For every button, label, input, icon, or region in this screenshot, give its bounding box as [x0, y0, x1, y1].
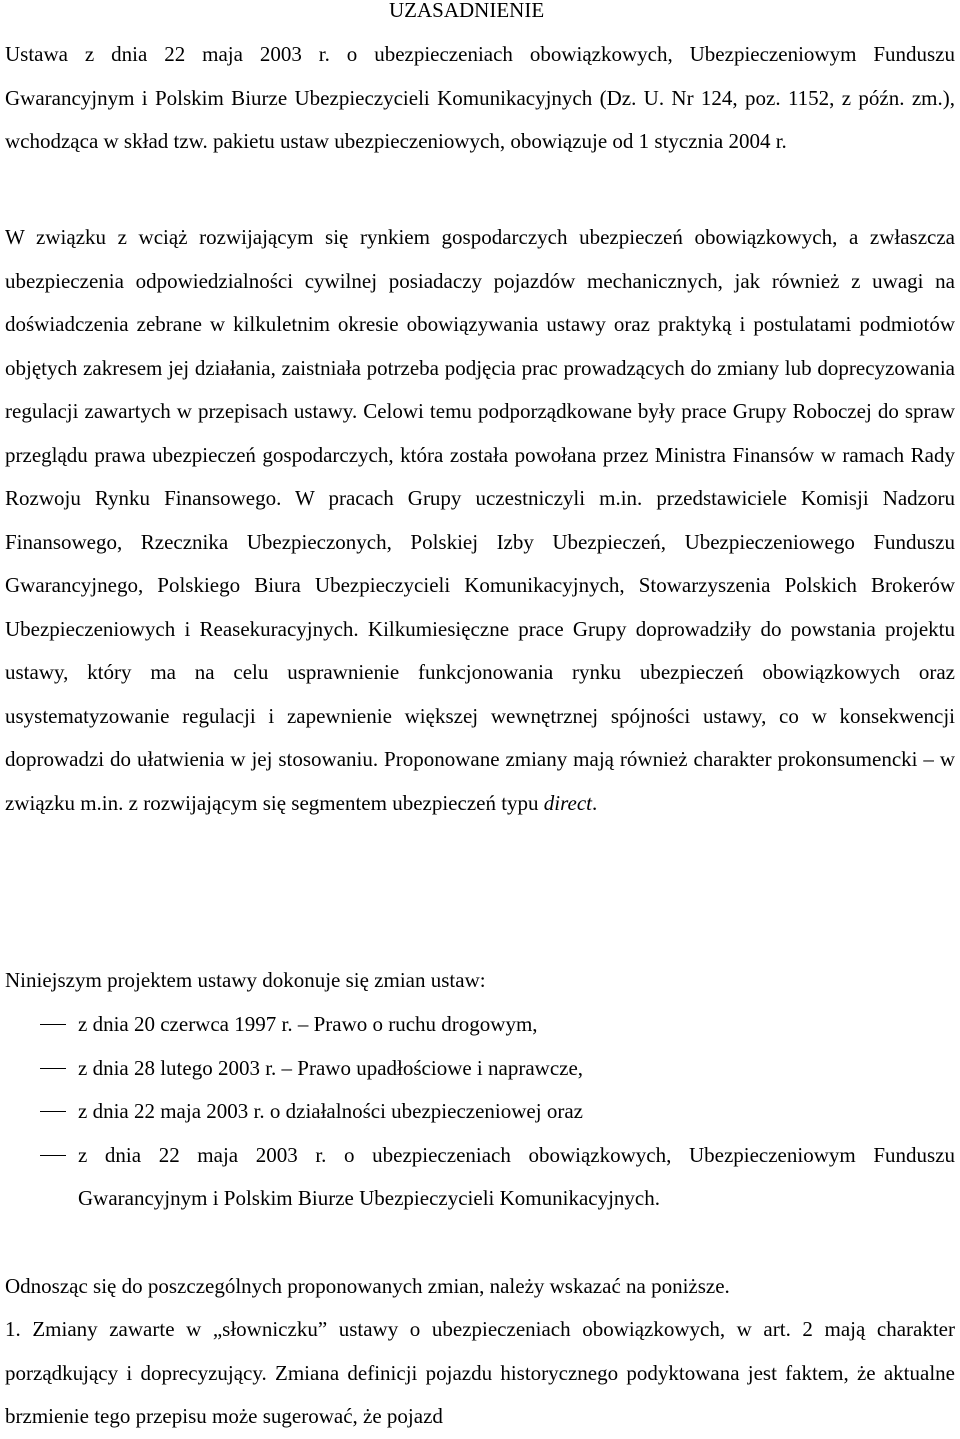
amended-acts-list	[5, 1003, 955, 1221]
paragraph-change-1: 1. Zmiany zawarte w „słowniczku” ustawy o ubezpieczeniach obowiązkowych, w art. 2 mają charakter porządkujący i doprecyzujący. Zmiana definicji pojazdu historycznego podyktowana jest faktem, że aktualne brzmienie tego przepisu może sugerować, że pojazd	[5, 1317, 955, 1428]
paragraph-rationale-italic: direct	[543, 790, 593, 815]
list-item	[5, 1047, 955, 1091]
paragraph-rationale-text: W związku z wciąż rozwijającym się rynkiem gospodarczych ubezpieczeń obowiązkowych, a zwłaszcza ubezpieczenia odpowiedzialności cywilnej posiadaczy pojazdów mechanicznych, jak również z uwagi na doświadczenia zebrane w kilkuletnim okresie obowiązywania ustawy oraz praktyką i postulatami podmiotów objętych zakresem jej działania, zaistniała potrzeba podjęcia prac prowadzących do zmiany lub doprecyzowania regulacji zawartych w przepisach ustawy. Celowi temu podporządkowane były prace Grupy Roboczej do spraw przeglądu prawa ubezpieczeń gospodarczych, która została powołana przez Ministra Finansów w ramach Rady Rozwoju Rynku Finansowego. W pracach Grupy uczestniczyli m.in. przedstawiciele Komisji Nadzoru Finansowego, Rzecznika Ubezpieczonych, Polskiej Izby Ubezpieczeń, Ubezpieczeniowego Funduszu Gwarancyjnego, Polskiego Biura Ubezpieczycieli Komunikacyjnych, Stowarzyszenia Polskich Brokerów Ubezpieczeniowych i Reasekuracyjnych. Kilkumiesięczne prace Grupy doprowadziły do powstania projektu ustawy, który ma na celu usprawnienie funkcjonowania rynku ubezpieczeń obowiązkowych oraz usystematyzowanie regulacji i zapewnienie większej wewnętrznej spójności ustawy, co w konsekwencji doprowadzi do ułatwienia w jej stosowaniu. Proponowane zmiany mają również charakter prokonsumencki – w związku m.in. z rozwijającym się segmentem ubezpieczeń typu	[5, 225, 955, 815]
list-item	[5, 1134, 955, 1221]
document-title: UZASADNIENIE	[389, 0, 545, 22]
dash-bullet-icon	[40, 1155, 66, 1156]
list-item-text: z dnia 22 maja 2003 r. o działalności ubezpieczeniowej oraz	[78, 1099, 583, 1123]
paragraph-rationale	[5, 216, 955, 825]
paragraph-rationale-end: .	[592, 790, 598, 815]
paragraph-amendments-intro: Niniejszym projektem ustawy dokonuje się zmian ustaw:	[5, 968, 486, 992]
dash-bullet-icon	[40, 1068, 66, 1069]
list-item-text: z dnia 28 lutego 2003 r. – Prawo upadłościowe i naprawcze,	[78, 1055, 584, 1080]
paragraph-intro: Ustawa z dnia 22 maja 2003 r. o ubezpieczeniach obowiązkowych, Ubezpieczeniowym Funduszu Gwarancyjnym i Polskim Biurze Ubezpieczycieli Komunikacyjnych (Dz. U. Nr 124, poz. 1152, z późn. zm.), wchodząca w skład tzw. pakietu ustaw ubezpieczeniowych, obowiązuje od 1 stycznia 2004 r.	[5, 42, 955, 153]
list-item-text: z dnia 20 czerwca 1997 r. – Prawo o ruchu drogowym,	[78, 1012, 538, 1036]
paragraph-changes-intro: Odnosząc się do poszczególnych proponowanych zmian, należy wskazać na poniższe.	[5, 1274, 730, 1298]
list-item	[5, 1003, 955, 1047]
list-item	[5, 1090, 955, 1134]
list-item-text: z dnia 22 maja 2003 r. o ubezpieczeniach obowiązkowych, Ubezpieczeniowym Funduszu Gwarancyjnym i Polskim Biurze Ubezpieczycieli Komunikacyjnych.	[78, 1142, 955, 1210]
dash-bullet-icon	[40, 1024, 66, 1025]
dash-bullet-icon	[40, 1111, 66, 1112]
